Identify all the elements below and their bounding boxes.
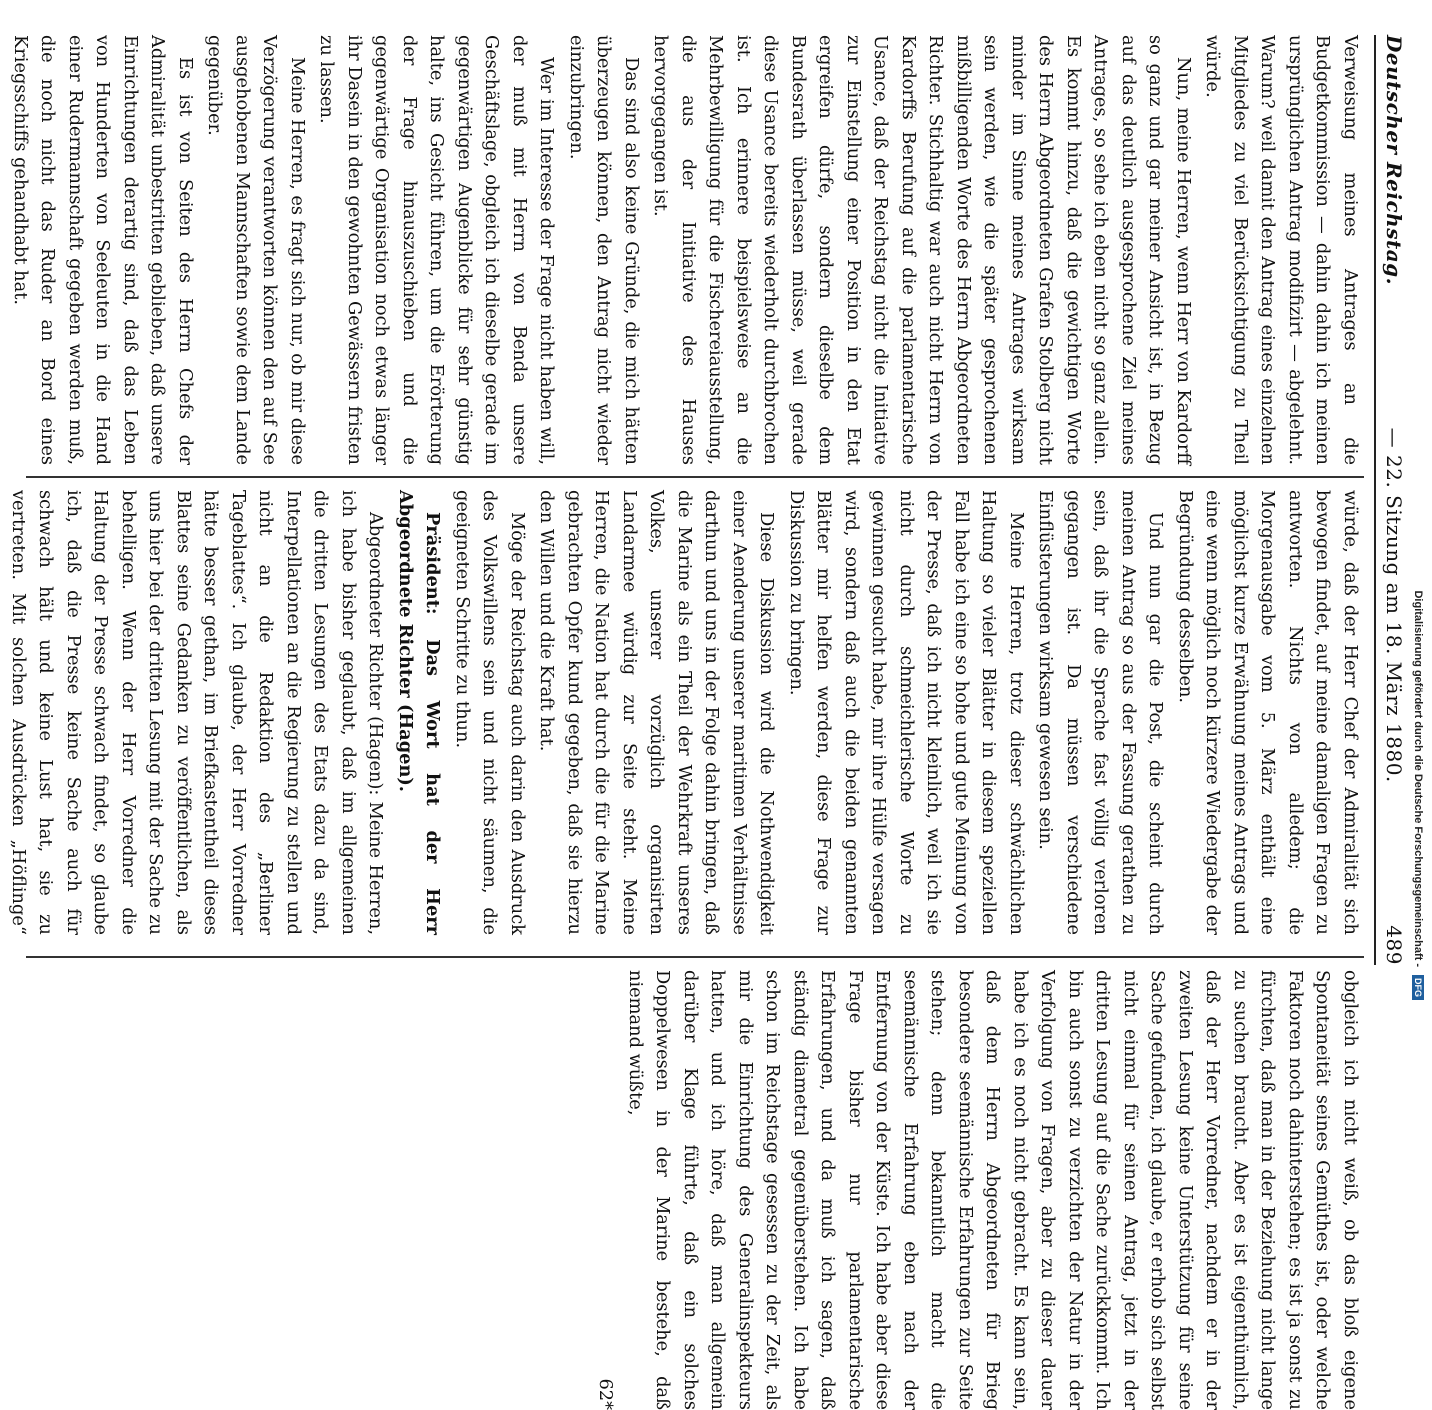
publication-title: Deutscher Reichstag.: [1382, 35, 1406, 286]
dfg-logo: DFG: [1412, 975, 1424, 1000]
speech-paragraph: Abgeordneter Richter (Hagen): Meine Herren, ich habe bisher geglaubt, daß im allgemeinen die dritten Lesungen des Etats dazu da sind, Interpellationen an die Regierung zu stellen und nicht an die Redaktion des „Berliner Tageblattes“. Ich glaube, der Herr Vorredner hätte besser gethan, im Briefkastentheil dieses Blattes seine Gedanken zu veröffentlichen, als uns hier bei der dritten Lesung mit der Sache zu behelligen. Wenn der Herr Vorredner die Haltung der Presse schwach findet, so glaube ich, daß die Presse keine Sache auch für schwach hält und keine Lust hat, sie zu vertreten. Mit solchen Ausdrücken „Höflinge“: [8, 490, 387, 935]
paragraph: Nun, meine Herren, wenn Herr von Kardorff so ganz und gar meiner Ansicht ist, in Bezug auf das deutlich ausgesprochene Ziel meines Antrages, so sehe ich eben nicht so ganz allein. Es kommt hinzu, daß die gewichtigen Worte des Herrn Abgeordneten Grafen Stolberg nicht minder im Sinne meines Antrages wirksam sein werden, wie die später gesprochenen mißbilligenden Worte des Herrn Abgeordneten Richter. Stichhaltig war auch nicht Herrn von Kardorffs Berufung auf die parlamentarische Usance, daß der Reichstag nicht die Initiative zur Einstellung einer Position in den Etat ergreifen dürfe, sondern dieselbe dem Bundesrath überlassen müsse, weil gerade diese Usance bereits wiederholt durchbrochen ist. Ich erinnere beispielsweise an die Mehrbewilligung für die Fischereiausstellung, die aus der Initiative des Hauses hervorgegangen ist.: [650, 35, 1194, 465]
column-middle: [8, 490, 1364, 935]
stamp-text: Digitalisierung gefördert durch die Deutsche Forschungsgemeinschaft -: [1412, 590, 1424, 967]
header-rule: [1374, 35, 1376, 965]
rotated-page: [6, 10, 1426, 1410]
digitization-stamp: [1407, 0, 1429, 1000]
paragraph: Möge der Reichstag auch darin den Ausdruck des Volkswillens sein und nicht säumen, die geeigneten Schritte zu thun.: [452, 490, 528, 935]
paragraph: Meine Herren, es fragt sich nur, ob mir diese Verzögerung verantworten können den auf See ausgehobenen Mannschaften sowie dem Lande gegenüber.: [204, 35, 308, 465]
paragraph: würde, daß der Herr Chef der Admiralität sich bewogen findet, auf meine damaligen Fragen zu antworten. Nichts von alledem; die Morgenausgabe vom 5. März enthält eine möglichst kurze Erwähnung meines Antrags und eine wenn möglich noch kürzere Wiedergabe der Begründung desselben.: [1175, 490, 1361, 935]
paragraph: Meine Herren, trotz dieser schwächlichen Haltung so vieler Blätter in diesem speziellen Fall habe ich eine so hohe und gute Meinung von der Presse, daß ich nicht kleinlich, weil ich sie nicht durch schmeichlerische Worte zu gewinnen gesucht habe, mir ihre Hülfe versagen wird, sondern daß auch die beiden genannten Blätter mir helfen werden, diese Frage zur Diskussion zu bringen.: [786, 490, 1027, 935]
column-left: [10, 35, 1364, 465]
column-divider: [26, 476, 1364, 478]
president-line: Präsident: Das Wort hat der Herr Abgeordnete Richter (Hagen).: [395, 490, 444, 935]
paragraph: obgleich ich nicht weiß, ob das bloß eigene Spontaneität seines Gemüthes ist, oder welche Faktoren noch dahinterstehen; es ist ja sonst zu fürchten, daß man in der Beziehung nicht lange zu suchen braucht. Aber es ist eigenthümlich, daß der Herr Vorredner, nachdem er in der zweiten Lesung keine Unterstützung für seine Sache gefunden, ich glaube, er erhob sich selbst nicht einmal für seinen Antrag, jetzt in der dritten Lesung auf die Sache zurückkommt. Ich bin auch sonst zu verzichten der Natur in der Verfolgung von Fragen, aber zu dieser dauer habe ich es noch nicht gebracht. Es kann sein, daß dem Herrn Abgeordneten für Brieg besondere seemännische Erfahrungen zur Seite stehen; denn bekanntlich macht die seemännische Erfahrung eben nach der Entfernung von der Küste. Ich habe aber diese Frage bisher nur parlamentarische Erfahrungen, und da muß ich sagen, daß ständig diametral gegenüberstehen. Ich habe schon im Reichstage gesessen zu der Zeit, als mir die Einrichtung des Generalinspekteurs hatten, und ich höre, daß man allgemein darüber Klage führte, daß ein solches Doppelwesen in der Marine bestehe, daß niemand wüßte,: [625, 970, 1361, 1410]
paragraph: Diese Diskussion wird die Nothwendigkeit einer Aenderung unserer maritimen Verhältnisse darthun und uns in der Folge dahin bringen, daß die Marine als ein Theil der Wehrkraft unseres Volkes, unserer vorzüglich organisirten Landarmee würdig zur Seite steht. Meine Herren, die Nation hat durch die für die Marine gebrachten Opfer kund gegeben, daß sie hierzu den Willen und die Kraft hat.: [536, 490, 778, 935]
paragraph: Wer im Interesse der Frage nicht haben will, der muß mit Herrn von Benda unsere Geschäftslage, obgleich ich dieselbe gerade im gegenwärtigen Augenblicke für sehr günstig halte, ins Gesicht führen, um die Erörterung der Frage hinauszuschieben und die gegenwärtige Organisation noch etwas länger ihr Dasein in den gewohnten Gewässern fristen zu lassen.: [316, 35, 558, 465]
signature-mark: 62*: [595, 1378, 617, 1410]
column-divider: [26, 956, 1364, 958]
paragraph: Das sind also keine Gründe, die mich hätten überzeugen können, den Antrag nicht wieder einzubringen.: [566, 35, 642, 465]
page-number: 489: [1382, 925, 1406, 965]
paragraph: Verweisung meines Antrages an die Budgetkommission — dahin dahin ich meinen ursprünglichen Antrag modifizirt — abgelehnt. Warum? weil damit den Antrag eines einzelnen Mitgliedes zu viel Berücksichtigung zu Theil würde.: [1202, 35, 1361, 465]
paragraph: Und nun gar die Post, die scheint durch meinen Antrag so aus der Fassung gerathen zu sein, daß ihr die Sprache fast völlig verloren gegangen ist. Da müssen verschiedene Einflüsterungen wirksam gewesen sein.: [1035, 490, 1167, 935]
session-title: — 22. Sitzung am 18. März 1880.: [1382, 427, 1406, 783]
paragraph: Es ist von Seiten des Herrn Chefs der Admiralität unbestritten geblieben, daß unsere Einrichtungen derartig sind, daß das Leben von Hunderten von Seeleuten in die Hand einer Rudermannschaft gegeben werden muß, die noch nicht das Ruder an Bord eines Kriegsschiffs gehandhabt hat.: [10, 35, 196, 465]
column-right: [26, 970, 1364, 1410]
paragraph: [0, 35, 5, 465]
